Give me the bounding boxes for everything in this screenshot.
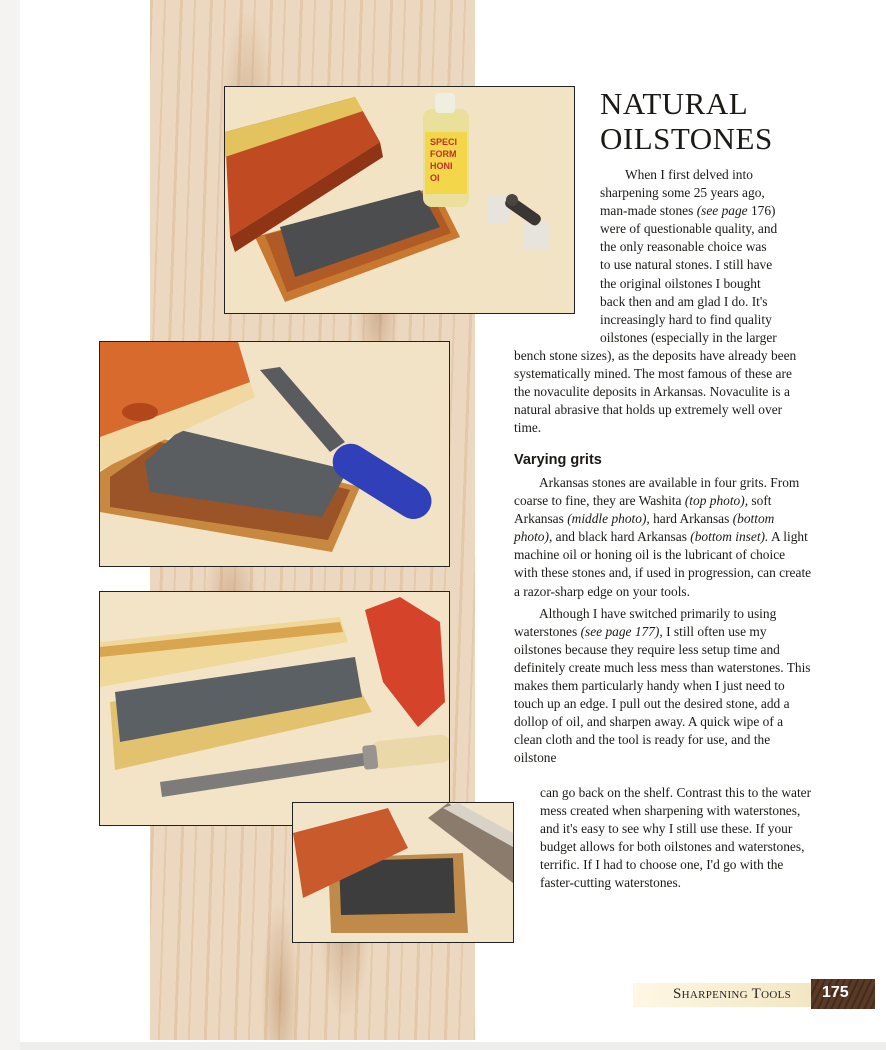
svg-text:OI: OI [430, 173, 440, 183]
svg-text:FORM: FORM [430, 149, 457, 159]
intro-paragraph-continued: bench stone sizes), as the deposits have already been systematically mined. The most famous of these are the novaculite deposits in Arkansas. Novaculite is a natural abrasive that holds up extremely well over time. [514, 348, 797, 436]
article-title [600, 86, 860, 156]
title-line-1: NATURAL [600, 86, 749, 121]
bottle-label: SPECI [430, 137, 458, 147]
closing-paragraph: can go back on the shelf. Contrast this to the water mess created when sharpening with waterstones, and it's easy to see why I still use these. If your budget allows for both oilstones and waterstones, terrific. If I had to choose one, I'd go with the faster-cutting waterstones. [540, 785, 812, 891]
photo-black-hard-arkansas-inset [292, 802, 514, 943]
page-gutter [0, 0, 20, 1050]
section-heading: Varying grits [514, 452, 602, 468]
grits-paragraph-1: Arkansas stones are available in four grits. From coarse to fine, they are Washita (top photo), soft Arkansas (middle photo), hard Arkansas (bottom photo), and black hard Arkansas (bottom inset). A light machine oil or honing oil is the lubricant of choice with these stones and, if used in progression, can create a razor-sharp edge on your tools. [514, 475, 812, 599]
intro-paragraph: When I first delved into sharpening some 25 years ago, man-made stones (see page 176) were of questionable quality, and the only reasonable choice was to use natural stones. I still have the original oilstones I bought back then and am glad I do. It's increasingly hard to find quality oilstones (especially in the larger [600, 167, 778, 345]
title-line-2: OILSTONES [600, 121, 773, 156]
running-footer-section: Sharpening Tools [673, 986, 792, 1002]
photo-washita-stone [224, 86, 575, 314]
page-bottom-edge [20, 1042, 886, 1050]
photo-hard-arkansas-stone [99, 591, 450, 826]
photo-soft-arkansas-stone [99, 341, 450, 567]
page-number: 175 [822, 984, 849, 1001]
svg-text:HONI: HONI [430, 161, 453, 171]
grits-section [514, 474, 812, 768]
grits-paragraph-2: Although I have switched primarily to using waterstones (see page 177), I still often use my oilstones because they require less setup time and definitely create much less mess than waterstones. This makes them particularly handy when I just need to touch up an edge. I pull out the desired stone, add a dollop of oil, and sharpen away. A quick wipe of a clean cloth and the tool is ready for use, and the oilstone [514, 605, 811, 766]
